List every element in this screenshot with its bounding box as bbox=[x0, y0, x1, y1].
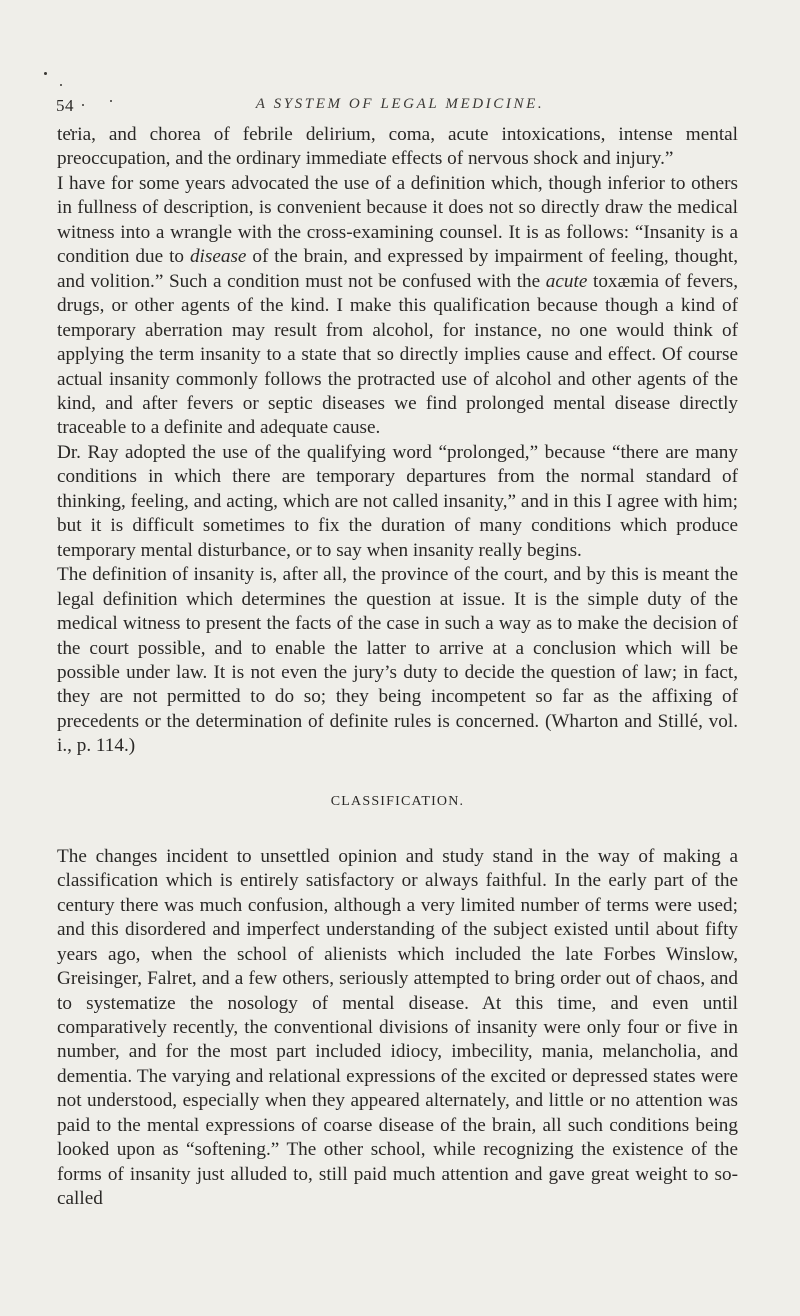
paragraph-continued bbox=[57, 123, 738, 172]
paragraph-text: toxæmia of fevers, drugs, or other agents of the kind. I make this qualification because though a kind of temporary aberration may result from alcohol, for instance, no one would think of applying the term insanity to a state that so directly implies cause and effect. Of course actual insanity commonly follows the protracted use of alcohol and other agents of the kind, and after fevers or septic diseases we find prolonged mental disease directly traceable to a definite and adequate cause. bbox=[57, 270, 738, 439]
paragraph-text: The changes incident to unsettled opinion and study stand in the way of making a classification which is entirely satisfactory or always faithful. In the early part of the century there was much confusion, although a very limited number of terms were used; and this disordered and imperfect understanding of the subject existed until about fifty years ago, when the school of alienists which included the late Forbes Winslow, Greisinger, Falret, and a few others, seriously attempted to bring order out of chaos, and to systematize the nosology of mental disease. At this time, and even until comparatively recently, the conventional divisions of insanity were only four or five in number, and for the most part included idiocy, imbecility, mania, melancholia, and dementia. The varying and relational expressions of the excited or depressed states were not understood, especially when they appeared alternately, and little or no attention was paid to the mental expressions of coarse disease of the brain, all such conditions being looked upon as “softening.” The other school, while recognizing the existence of the forms of insanity just alluded to, still paid much attention and gave great weight to so-called bbox=[57, 845, 738, 1210]
paragraph-dr-ray bbox=[57, 441, 738, 563]
paragraph-text: Dr. Ray adopted the use of the qualifying word “prolonged,” because “there are many conditions in which there are temporary departures from the normal standard of thinking, feeling, and acting, which are not called insanity,” and in this I agree with him; but it is difficult sometimes to fix the duration of many conditions which produce temporary mental disturbance, or to say when insanity really begins. bbox=[57, 441, 738, 561]
paragraph-text: I have for some years advocated the use of a definition which, though inferior to others in fullness of description, is convenient because it does not so directly draw the medical witness into a wrangle with the cross-examining counsel. It is as follows: “Insanity is a condition due to bbox=[57, 172, 738, 268]
paragraph-text: The definition of insanity is, after all, the province of the court, and by this is meant the legal definition which determines the question at issue. It is the simple duty of the medical witness to present the facts of the case in such a way as to make the decision of the court possible, and to enable the latter to arrive at a conclusion which will be possible under law. It is not even the jury’s duty to decide the question of law; in fact, they are not permitted to do so; they being incompetent so far as the affixing of precedents or the determination of definite rules is concerned. (Wharton and Stillé, vol. i., p. 114.) bbox=[57, 564, 738, 757]
ink-speck bbox=[44, 72, 47, 75]
section-heading: CLASSIFICATION. bbox=[330, 793, 465, 809]
paragraph-text: of the brain, and expressed by impairment of feeling, thought, and volition.” Such a condition must not be confused with the bbox=[57, 246, 738, 292]
running-title: A SYSTEM OF LEGAL MEDICINE. bbox=[255, 96, 545, 112]
running-head bbox=[56, 96, 744, 116]
paragraph-definition bbox=[57, 172, 738, 441]
paragraph-classification bbox=[57, 845, 738, 1212]
emphasis-acute: acute bbox=[545, 270, 588, 292]
page-number: 54 bbox=[56, 96, 74, 115]
ink-speck bbox=[60, 84, 62, 86]
paragraph-legal-definition bbox=[57, 563, 738, 759]
body-text bbox=[57, 123, 738, 1212]
emphasis-disease: disease bbox=[189, 246, 247, 268]
paragraph-text: teria, and chorea of febrile delirium, coma, acute intoxications, intense mental preoccupation, and the ordinary immediate effects of nervous shock and injury.” bbox=[57, 124, 738, 170]
